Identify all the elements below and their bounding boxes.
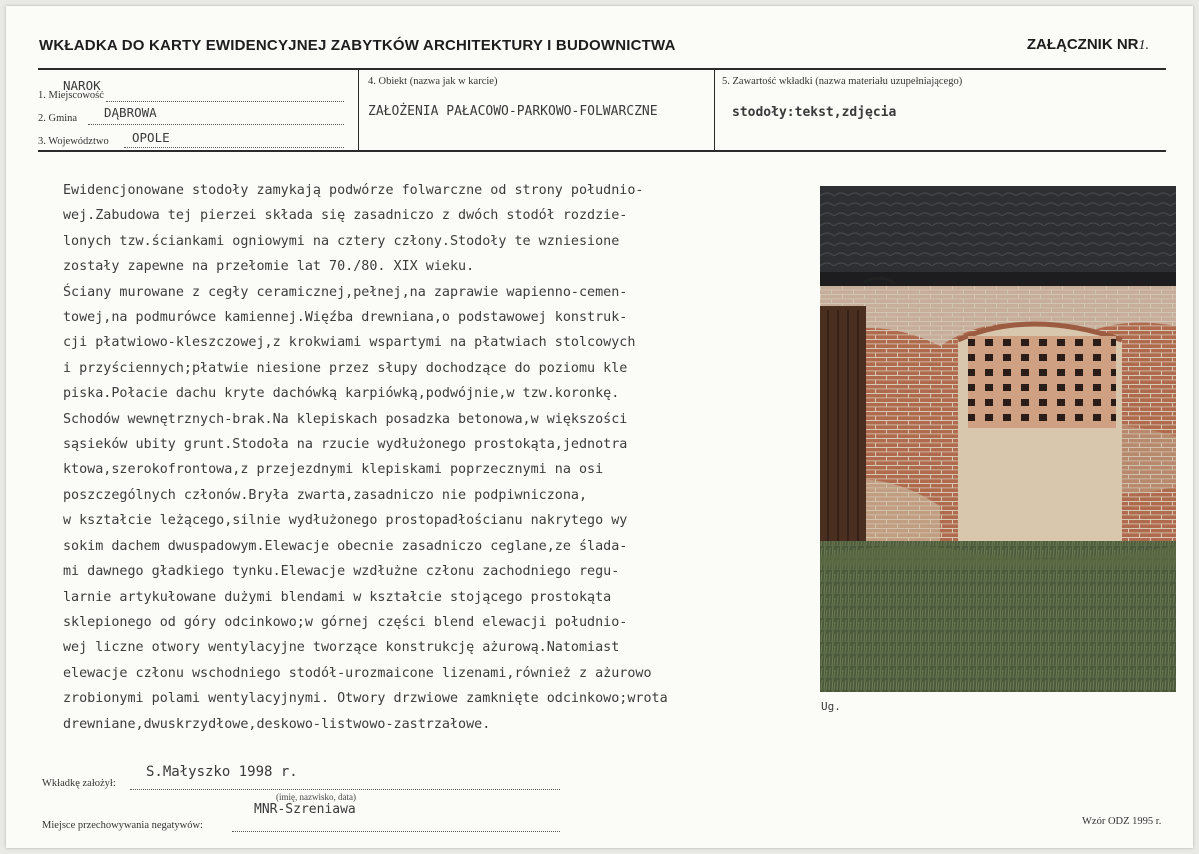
description-line: towej,na podmurówce kamiennej.Więźba drewniana,o podstawowej konstruk- (63, 310, 628, 326)
location-label: 1. Miejscowość (38, 90, 104, 101)
voivodeship-value: OPOLE (132, 130, 170, 145)
description-text (63, 178, 823, 737)
annex-label: ZAŁĄCZNIK NR (1026, 36, 1139, 53)
gmina-dotted-line (88, 124, 344, 125)
description-line: w kształcie leżącego,silnie wydłużonego prostopadłościanu nakrytego wy (63, 513, 628, 529)
description-line: wej.Zabudowa tej pierzei składa się zasadniczo z dwóch stodół rozdzie- (63, 208, 628, 224)
content-label: 5. Zawartość wkładki (nazwa materiału uzupełniającego) (722, 76, 963, 87)
photo-caption-mark: Ug. (821, 700, 841, 713)
founded-label: Wkładkę założył: (42, 778, 116, 789)
description-line: zrobionymi polami wentylacyjnymi. Otwory drzwiowe zamknięte odcinkowo;wrota (63, 691, 668, 707)
gmina-value: DĄBROWA (104, 105, 157, 120)
description-line: ktowa,szerokofrontowa,z przejezdnymi klepiskami poprzecznymi na osi (63, 462, 604, 478)
annex-number (1027, 36, 1149, 54)
barn-photo (820, 186, 1176, 692)
storage-dotted-line (232, 831, 560, 832)
description-line: poszczególnych członów.Bryła zwarta,zasadniczo nie podpiwniczona, (63, 487, 588, 503)
description-line: i przyściennych;płatwie niesione przez słupy dochodzące do poziomu kle (63, 360, 628, 376)
form-code: Wzór ODZ 1995 r. (1082, 816, 1162, 827)
description-line: larnie artykułowane dużymi blendami w kształcie stojącego prostokąta (63, 589, 612, 605)
description-line: sąsieków ubity grunt.Stodoła na rzucie wydłużonego prostokąta,jednotra (63, 437, 628, 453)
voivodeship-label: 3. Województwo (38, 136, 109, 147)
description-line: piska.Połacie dachu kryte dachówką karpiówką,podwójnie,w tzw.koronkę. (63, 386, 620, 402)
gmina-label: 2. Gmina (38, 113, 78, 124)
table-bottom-rule (38, 150, 1166, 152)
table-divider-1 (358, 69, 359, 151)
annex-number-value: 1. (1138, 38, 1149, 53)
description-line: sokim dachem dwuspadowym.Elewacje obecnie zasadniczo ceglane,ze śladа- (63, 538, 628, 554)
document-title: WKŁADKA DO KARTY EWIDENCYJNEJ ZABYTKÓW ARCHITEKTURY I BUDOWNICTWA (39, 37, 676, 54)
description-line: sklepionego od góry odcinkowo;w górnej części blend elewacji południo- (63, 614, 628, 630)
location-value: NAROK (63, 78, 101, 93)
description-line: drewniane,dwuskrzydłowe,deskowo-listwowo-zastrzałowe. (63, 716, 491, 732)
storage-value: MNR-Szreniawa (254, 802, 356, 817)
table-top-rule (38, 68, 1166, 70)
storage-label: Miejsce przechowywania negatywów: (42, 820, 203, 831)
description-line: cji płatwiowo-kleszczowej,z krokwiami wspartymi na płatwiach stolcowych (63, 335, 636, 351)
description-line: zostały zapewne na przełomie lat 70./80. XIX wieku. (63, 259, 475, 275)
description-line: elewacje członu wschodniego stodół-urozmaicone lizenami,również z ażurowo (63, 665, 652, 681)
location-dotted-line (106, 101, 344, 102)
table-divider-2 (714, 69, 715, 151)
description-line: Ewidencjonowane stodoły zamykają podwórze folwarczne od strony południo- (63, 183, 644, 198)
description-line: Ściany murowane z cegły ceramicznej,pełnej,na zaprawie wapienno-cemen- (63, 284, 628, 300)
description-line: lonych tzw.ściankami ogniowymi na cztery człony.Stodoły te wzniesione (63, 233, 620, 249)
document-sheet (6, 6, 1193, 848)
description-line: mi dawnego gładkiego tynku.Elewacje wzdłużne członu zachodniego regu- (63, 564, 620, 580)
object-value: ZAŁOŻENIA PAŁACOWO-PARKOWO-FOLWARCZNE (368, 104, 658, 119)
description-line: wej liczne otwory wentylacyjne tworzące konstrukcję ażurową.Natomiast (63, 640, 620, 656)
object-label: 4. Obiekt (nazwa jak w karcie) (368, 76, 498, 87)
content-value: stodoły:tekst,zdjęcia (732, 105, 897, 120)
description-line: Schodów wewnętrznych-brak.Na klepiskach posadzka betonowa,w większości (63, 411, 628, 427)
founded-value: S.Małyszko 1998 r. (146, 764, 298, 780)
barn-photo-image (820, 186, 1176, 692)
founded-dotted-line (130, 789, 560, 790)
voivodeship-dotted-line (124, 147, 344, 148)
founded-hint: (imię, nazwisko, data) (276, 792, 356, 802)
